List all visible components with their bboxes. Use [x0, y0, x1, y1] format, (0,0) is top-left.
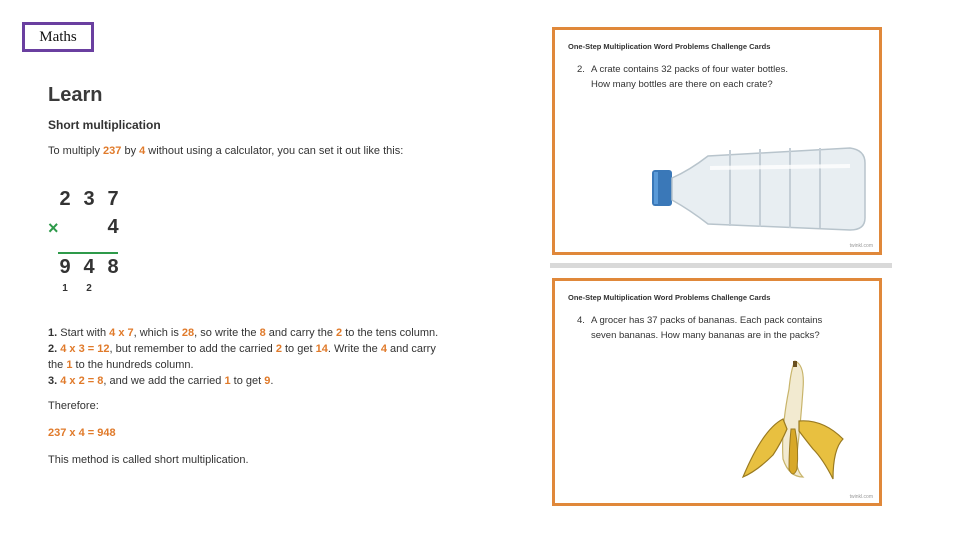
step-highlight: 8 [259, 327, 266, 339]
therefore-text: Therefore: [48, 400, 99, 412]
step-text: the [48, 359, 67, 371]
card-title: One-Step Multiplication Word Problems Challenge Cards [568, 293, 771, 302]
multiplier-digit: 4 [107, 216, 119, 238]
step-highlight: 1 [224, 375, 231, 387]
subject-label: Maths [22, 22, 94, 52]
step-1 [48, 325, 478, 341]
banana-icon [733, 359, 853, 489]
top-digit-tens: 3 [83, 188, 95, 210]
step-text: and carry the [265, 327, 337, 339]
step-3 [48, 373, 478, 389]
step-text: to the hundreds column. [72, 359, 194, 371]
step-highlight: 2 [275, 343, 282, 355]
step-highlight: 4 [380, 343, 387, 355]
step-highlight: 1 [66, 359, 73, 371]
step-number: 2. [48, 343, 58, 355]
card-footer: twinkl.com [849, 243, 873, 249]
carry-digit-tens: 2 [86, 283, 92, 294]
step-text: , but remember to add the carried [109, 343, 276, 355]
step-highlight: 4 x 2 = 8 [60, 375, 104, 387]
question-line-1: A crate contains 32 packs of four water bottles. [591, 64, 788, 75]
method-note: This method is called short multiplication. [48, 454, 249, 466]
card-divider [550, 263, 892, 268]
lesson-title: Learn [48, 84, 103, 106]
step-text: Start with [57, 327, 110, 339]
intro-after: without using a calculator, you can set it out like this: [145, 145, 404, 157]
question-line-1: A grocer has 37 packs of bananas. Each pack contains [591, 315, 823, 326]
step-text: to get [230, 375, 265, 387]
result-equation: 237 x 4 = 948 [48, 427, 116, 439]
intro-before: To multiply [48, 145, 104, 157]
step-highlight: 14 [315, 343, 328, 355]
water-bottle-icon [650, 138, 870, 238]
step-text: , so write the [194, 327, 260, 339]
column-calculation [48, 188, 138, 298]
challenge-card-bottles [552, 27, 882, 255]
card-title: One-Step Multiplication Word Problems Challenge Cards [568, 42, 771, 51]
question-number: 4. [577, 315, 585, 326]
challenge-card-bananas [552, 278, 882, 506]
card-footer: twinkl.com [849, 494, 873, 500]
step-text: to get [281, 343, 316, 355]
section-heading: Short multiplication [48, 118, 161, 132]
step-number: 3. [48, 375, 58, 387]
step-text: . Write the [327, 343, 381, 355]
step-highlight: 9 [264, 375, 271, 387]
steps-list [48, 325, 478, 389]
step-highlight: 28 [181, 327, 195, 339]
result-digit-ones: 8 [107, 256, 119, 278]
multiply-sign-icon: × [48, 218, 59, 238]
step-text: . [270, 375, 274, 387]
result-digit-hundreds: 9 [59, 256, 71, 278]
intro-text [48, 145, 403, 157]
top-digit-hundreds: 2 [59, 188, 71, 210]
step-2 [48, 341, 478, 373]
intro-number-2: 4 [139, 145, 146, 157]
question-number: 2. [577, 64, 585, 75]
step-text: , which is [133, 327, 182, 339]
step-text: , and we add the carried [103, 375, 225, 387]
step-highlight: 4 x 7 [109, 327, 134, 339]
card-question [577, 313, 862, 343]
question-line-2: How many bottles are there on each crate? [591, 79, 773, 90]
intro-number-1: 237 [103, 145, 122, 157]
calculation-line [58, 252, 118, 254]
card-question [577, 62, 862, 92]
step-text: and carry [386, 343, 436, 355]
intro-mid: by [121, 145, 140, 157]
step-highlight: 4 x 3 = 12 [60, 343, 110, 355]
step-text: to the tens column. [342, 327, 439, 339]
question-line-2: seven bananas. How many bananas are in the packs? [591, 330, 820, 341]
result-digit-tens: 4 [83, 256, 95, 278]
step-highlight: 2 [336, 327, 343, 339]
carry-digit-hundreds: 1 [62, 283, 68, 294]
top-digit-ones: 7 [107, 188, 119, 210]
step-number: 1. [48, 327, 58, 339]
